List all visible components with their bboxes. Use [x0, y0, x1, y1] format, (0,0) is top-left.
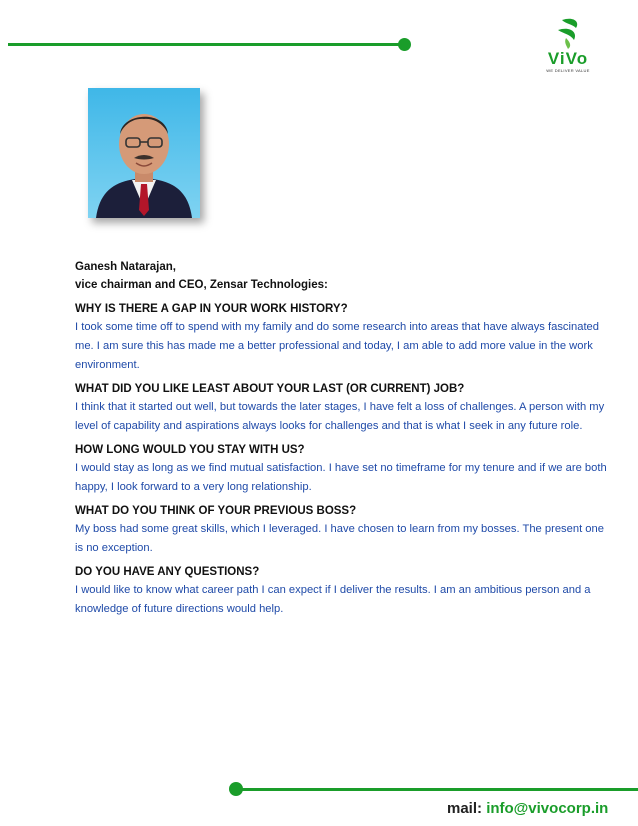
footer-divider-line: [240, 788, 638, 791]
answer-text: I think that it started out well, but towards the later stages, I have felt a loss of challenges. A person with my level of capability and aspirations always looks for challenges and that is what I seek in any future role.: [75, 401, 605, 432]
email-link[interactable]: info@vivocorp.in: [486, 800, 609, 817]
logo-wordmark: ViVo: [547, 49, 589, 68]
company-logo: [540, 14, 596, 74]
answer-text: I would like to know what career path I can expect if I deliver the results. I am an ambitious person and a knowledge of future directions would help.: [75, 584, 591, 615]
question-heading: DO YOU HAVE ANY QUESTIONS?: [75, 566, 260, 578]
profile-photo: [88, 88, 200, 218]
question-heading: HOW LONG WOULD YOU STAY WITH US?: [75, 444, 305, 456]
answer-text: I took some time off to spend with my family and do some research into areas that have always fascinated me. I am sure this has made me a better professional and today, I am able to add more value in the work environment.: [75, 321, 600, 371]
interview-content: [75, 258, 615, 625]
person-role: vice chairman and CEO, Zensar Technologies:: [75, 279, 328, 291]
question-heading: WHY IS THERE A GAP IN YOUR WORK HISTORY?: [75, 303, 348, 315]
answer-text: My boss had some great skills, which I leveraged. I have chosen to learn from my bosses. The present one is no exception.: [75, 523, 604, 554]
answer-text: I would stay as long as we find mutual satisfaction. I have set no timeframe for my tenure and if we are both happy, I look forward to a very long relationship.: [75, 462, 607, 493]
footer-contact: [447, 800, 608, 817]
mail-label: mail:: [447, 800, 483, 817]
leaf-swirl-icon: [540, 14, 596, 50]
header-divider-dot: [398, 38, 411, 51]
logo-tagline: WE DELIVER VALUE: [546, 68, 590, 73]
header-divider-line: [8, 43, 400, 46]
question-heading: WHAT DO YOU THINK OF YOUR PREVIOUS BOSS?: [75, 505, 357, 517]
question-heading: WHAT DID YOU LIKE LEAST ABOUT YOUR LAST (OR CURRENT) JOB?: [75, 383, 465, 395]
person-name: Ganesh Natarajan,: [75, 261, 176, 273]
